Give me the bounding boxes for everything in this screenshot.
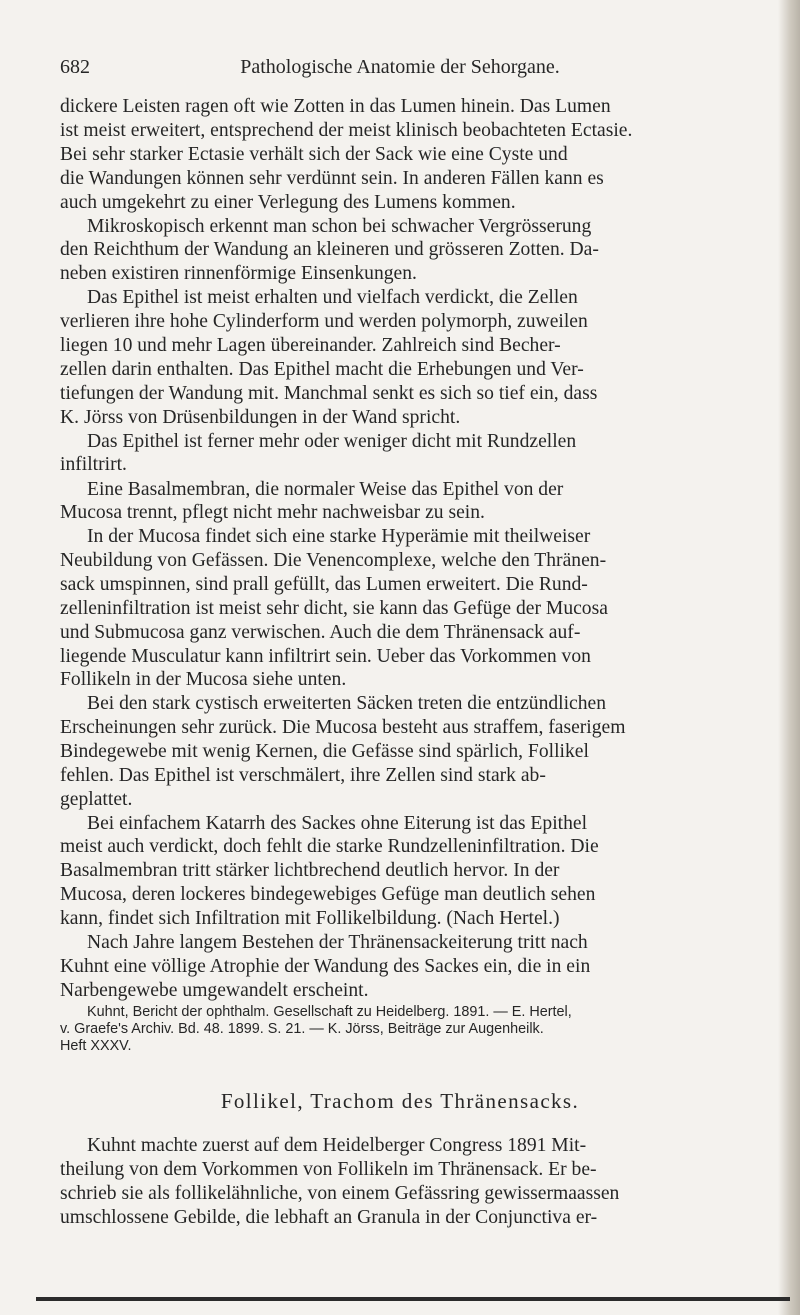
running-head: Pathologische Anatomie der Sehorgane. xyxy=(240,56,560,78)
paragraph xyxy=(60,692,742,812)
paragraph xyxy=(60,478,742,526)
text-line: Narbengewebe umgewandelt erscheint. xyxy=(60,979,369,1001)
text-line: umschlossene Gebilde, die lebhaft an Granula in der Conjunctiva er- xyxy=(60,1206,598,1228)
references xyxy=(60,1004,742,1055)
text-line: Bei den stark cystisch erweiterten Säcken treten die entzündlichen xyxy=(87,693,607,714)
text-line: K. Jörss von Drüsenbildungen in der Wand spricht. xyxy=(60,406,461,428)
text-line: Bei sehr starker Ectasie verhält sich der Sack wie eine Cyste und xyxy=(60,143,568,165)
text-line: kann, findet sich Infiltration mit Follikelbildung. (Nach Hertel.) xyxy=(60,908,560,930)
text-line: sack umspinnen, sind prall gefüllt, das Lumen erweitert. Die Rund- xyxy=(60,573,588,595)
text-line: meist auch verdickt, doch fehlt die starke Rundzelleninfiltration. Die xyxy=(60,836,599,858)
text-line: zelleninfiltration ist meist sehr dicht, sie kann das Gefüge der Mucosa xyxy=(60,597,608,619)
text-line: dickere Leisten ragen oft wie Zotten in das Lumen hinein. Das Lumen xyxy=(60,96,611,117)
text-line: Kuhnt eine völlige Atrophie der Wandung des Sackes ein, die in ein xyxy=(60,955,591,977)
reference-line: v. Graefe's Archiv. Bd. 48. 1899. S. 21. — K. Jörss, Beiträge zur Augenheilk. xyxy=(60,1021,544,1037)
text-line: Bei einfachem Katarrh des Sackes ohne Eiterung ist das Epithel xyxy=(87,812,588,834)
text-line: zellen darin enthalten. Das Epithel macht die Erhebungen und Ver- xyxy=(60,358,584,380)
text-line: Nach Jahre langem Bestehen der Thränensackeiterung tritt nach xyxy=(87,932,588,953)
text-line: Mikroskopisch erkennt man schon bei schwacher Vergrösserung xyxy=(87,215,592,237)
final-paragraph xyxy=(60,1134,742,1230)
text-line: Das Epithel ist ferner mehr oder weniger dicht mit Rundzellen xyxy=(87,430,577,452)
paragraph xyxy=(60,525,742,692)
text-line: schrieb sie als follikelähnliche, von einem Gefässring gewissermaassen xyxy=(60,1182,620,1204)
text-line: Kuhnt machte zuerst auf dem Heidelberger Congress 1891 Mit- xyxy=(87,1135,587,1156)
page-edge-shadow xyxy=(778,0,800,1315)
text-line: und Submucosa ganz verwischen. Auch die dem Thränensack auf- xyxy=(60,621,581,643)
text-line: infiltrirt. xyxy=(60,454,127,476)
paragraph xyxy=(60,215,742,287)
text-line: Follikeln in der Mucosa siehe unten. xyxy=(60,669,347,691)
text-line: In der Mucosa findet sich eine starke Hyperämie mit theilweiser xyxy=(87,526,591,547)
text-line: Erscheinungen sehr zurück. Die Mucosa besteht aus straffem, faserigem xyxy=(60,716,626,738)
text-line: Mucosa, deren lockeres bindegewebiges Gefüge man deutlich sehen xyxy=(60,884,596,906)
text-line: neben existiren rinnenförmige Einsenkungen. xyxy=(60,263,417,285)
paragraph xyxy=(60,95,742,215)
text-line: liegende Musculatur kann infiltrirt sein. Ueber das Vorkommen von xyxy=(60,645,591,667)
text-line: Mucosa trennt, pflegt nicht mehr nachweisbar zu sein. xyxy=(60,502,485,524)
text-line: die Wandungen können sehr verdünnt sein. In anderen Fällen kann es xyxy=(60,167,604,189)
text-line: verlieren ihre hohe Cylinderform und werden polymorph, zuweilen xyxy=(60,310,588,332)
text-line: Neubildung von Gefässen. Die Venencomplexe, welche den Thränen- xyxy=(60,549,607,571)
text-line: geplattet. xyxy=(60,788,133,810)
paragraph xyxy=(60,430,742,478)
page-header xyxy=(60,54,740,80)
bottom-rule xyxy=(36,1297,790,1301)
text-line: auch umgekehrt zu einer Verlegung des Lumens kommen. xyxy=(60,191,516,213)
text-line: den Reichthum der Wandung an kleineren und grösseren Zotten. Da- xyxy=(60,239,599,261)
paragraph xyxy=(60,286,742,429)
page-number: 682 xyxy=(60,56,90,78)
reference-line: Kuhnt, Bericht der ophthalm. Gesellschaft zu Heidelberg. 1891. — E. Hertel, xyxy=(87,1004,572,1020)
text-line: theilung von dem Vorkommen von Follikeln im Thränensack. Er be- xyxy=(60,1158,597,1180)
section-heading: Follikel, Trachom des Thränensacks. xyxy=(220,1089,580,1113)
text-line: liegen 10 und mehr Lagen übereinander. Zahlreich sind Becher- xyxy=(60,334,561,356)
paragraph xyxy=(60,931,742,1003)
reference-line: Heft XXXV. xyxy=(60,1038,132,1054)
text-line: Basalmembran tritt stärker lichtbrechend deutlich hervor. In der xyxy=(60,860,560,882)
text-line: Eine Basalmembran, die normaler Weise das Epithel von der xyxy=(87,478,564,500)
text-line: Bindegewebe mit wenig Kernen, die Gefässe sind spärlich, Follikel xyxy=(60,740,589,762)
paragraph xyxy=(60,812,742,932)
text-line: tiefungen der Wandung mit. Manchmal senkt es sich so tief ein, dass xyxy=(60,382,598,404)
text-line: fehlen. Das Epithel ist verschmälert, ihre Zellen sind stark ab- xyxy=(60,764,546,786)
text-line: Das Epithel ist meist erhalten und vielfach verdickt, die Zellen xyxy=(87,287,578,308)
text-line: ist meist erweitert, entsprechend der meist klinisch beobachteten Ectasie. xyxy=(60,119,633,141)
